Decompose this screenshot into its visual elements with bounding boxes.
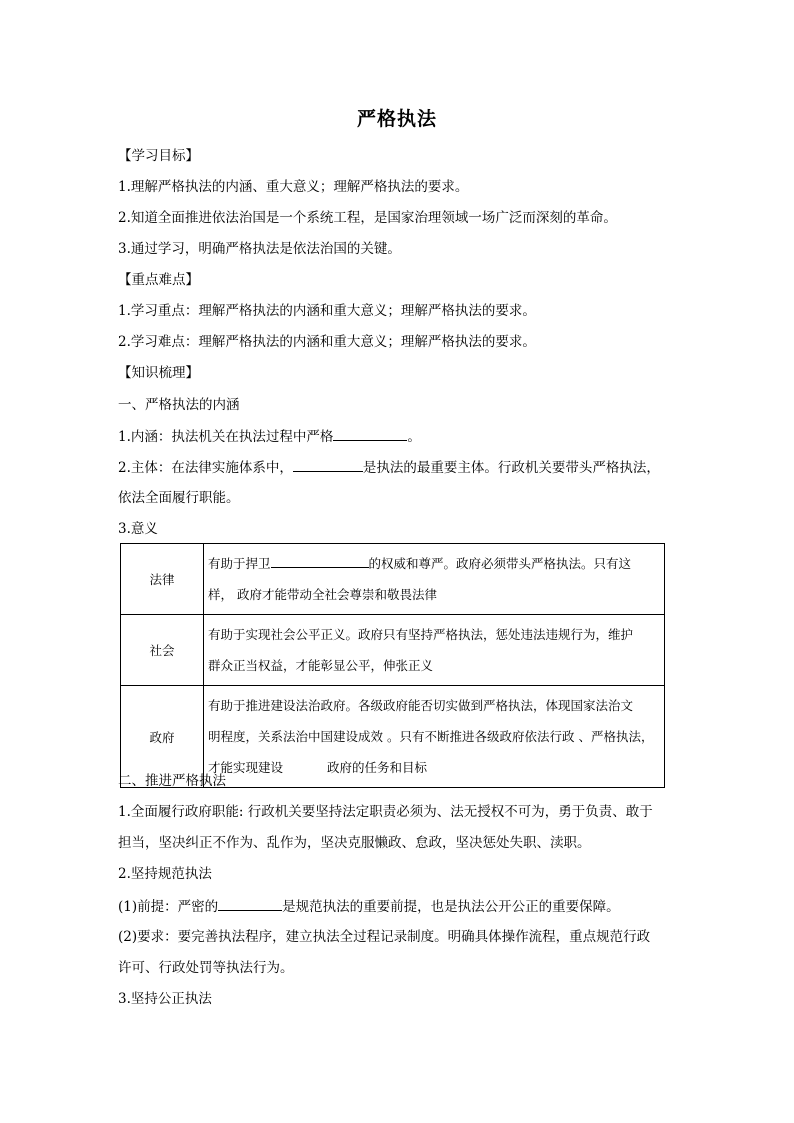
- fill-blank[interactable]: [333, 426, 407, 441]
- keypoints-header: 【重点难点】: [118, 272, 199, 288]
- knowledge-header: 【知识梳理】: [118, 365, 199, 381]
- subject-line: [118, 457, 678, 478]
- row-head-society: 社会: [121, 615, 204, 686]
- row-text: 有助于实现社会公平正义。政府只有坚持严格执法，惩处违法违规行为，维护: [208, 627, 634, 642]
- row-text: 才能实现建设: [208, 760, 284, 775]
- fill-blank[interactable]: [293, 457, 363, 472]
- section2-p3: [118, 896, 678, 917]
- row-text: 政府的任务和目标: [327, 760, 428, 775]
- significance-table: [120, 543, 665, 788]
- row-text: 有助于推进建设法治政府。各级政府能否切实做到严格执法，体现国家法治文: [208, 698, 634, 713]
- section2-p1a: 1.全面履行政府职能: 行政机关要坚持法定职责必须为、法无授权不可为，勇于负责、敢于: [118, 804, 653, 820]
- goal-item-1: 1.理解严格执法的内涵、重大意义；理解严格执法的要求。: [118, 179, 469, 195]
- section2-p1b: 担当，坚决纠正不作为、乱作为，坚决克服懒政、怠政，坚决惩处失职、渎职。: [118, 835, 591, 851]
- row-head-government: 政府: [121, 686, 204, 788]
- connotation-line: [118, 426, 678, 447]
- goal-item-2: 2.知道全面推进依法治国是一个系统工程，是国家治理领域一场广泛而深刻的革命。: [118, 210, 617, 226]
- row-text: 的权威和尊严。政府必须带头严格执法。只有这: [368, 556, 632, 571]
- section1-title: 一、严格执法的内涵: [118, 397, 240, 413]
- subject-text-b: 是执法的最重要主体。行政机关要带头严格执法，: [362, 460, 660, 476]
- fill-blank[interactable]: [218, 896, 282, 911]
- row-body-society: [204, 615, 665, 686]
- subject-text-c: 依法全面履行职能。: [118, 490, 240, 506]
- section2-p5: 3.坚持公正执法: [118, 991, 212, 1007]
- keypoint-item-1: 1.学习重点：理解严格执法的内涵和重大意义；理解严格执法的要求。: [118, 303, 536, 319]
- row-body-law: [204, 544, 665, 615]
- row-text: 群众正当权益，才能彰显公平，伸张正义: [208, 658, 434, 673]
- section2-p4a: (2)要求：要完善执法程序，建立执法全过程记录制度。明确具体操作流程，重点规范行政: [118, 929, 651, 945]
- section2-p2: 2.坚持规范执法: [118, 866, 212, 882]
- section2-p4b: 许可、行政处罚等执法行为。: [118, 960, 294, 976]
- connotation-end: 。: [407, 429, 421, 445]
- row-head-law: 法律: [121, 544, 204, 615]
- p3-text-b: 是规范执法的重要前提，也是执法公开公正的重要保障。: [282, 899, 620, 915]
- subject-text-a: 2.主体：在法律实施体系中，: [118, 460, 293, 476]
- fill-blank[interactable]: [271, 553, 369, 568]
- table-row: [121, 615, 665, 686]
- section2-title: 二、推进严格执法: [118, 773, 226, 789]
- goal-item-3: 3.通过学习，明确严格执法是依法治国的关键。: [118, 241, 401, 257]
- table-row: [121, 544, 665, 615]
- keypoint-item-2: 2.学习难点：理解严格执法的内涵和重大意义；理解严格执法的要求。: [118, 334, 536, 350]
- row-text: 明程度，关系法治中国建设成效 。只有不断推进各级政府依法行政 、严格执法，: [208, 729, 654, 744]
- page-title: 严格执法: [356, 108, 437, 130]
- goals-header: 【学习目标】: [118, 148, 199, 164]
- row-text: 有助于捍卫: [208, 556, 271, 571]
- meaning-label: 3.意义: [118, 521, 158, 537]
- p3-text-a: (1)前提：严密的: [118, 899, 219, 915]
- connotation-text: 1.内涵：执法机关在执法过程中严格: [118, 429, 334, 445]
- row-text: 样， 政府才能带动全社会尊崇和敬畏法律: [208, 587, 437, 602]
